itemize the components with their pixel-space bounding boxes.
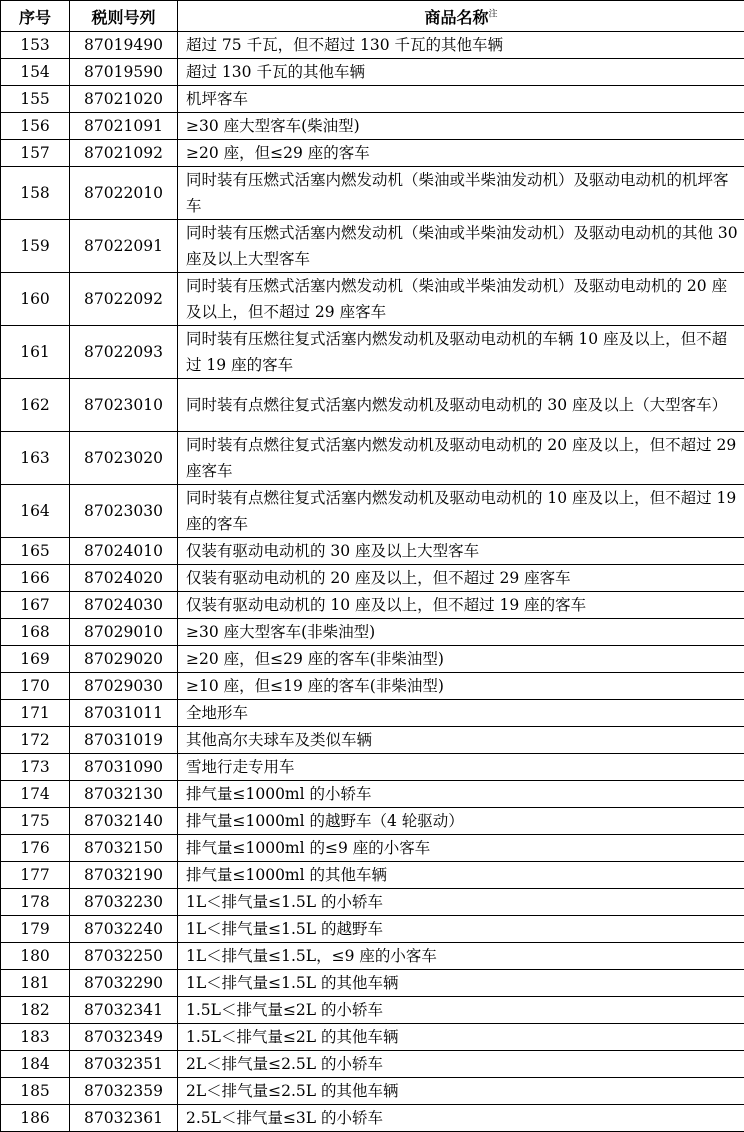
table-row bbox=[1, 485, 744, 538]
table-row bbox=[1, 432, 744, 485]
header-note-mark: 注 bbox=[489, 9, 498, 19]
row-tariff-code: 87019490 bbox=[70, 32, 178, 59]
row-tariff-code: 87022091 bbox=[70, 220, 178, 273]
table-row bbox=[1, 273, 744, 326]
row-seq: 154 bbox=[1, 59, 70, 86]
row-seq: 169 bbox=[1, 646, 70, 673]
row-tariff-code: 87023010 bbox=[70, 379, 178, 432]
row-seq: 161 bbox=[1, 326, 70, 379]
row-seq: 182 bbox=[1, 997, 70, 1024]
row-seq: 171 bbox=[1, 700, 70, 727]
row-product-name: 排气量≤1000ml 的≤9 座的小客车 bbox=[178, 835, 744, 862]
row-seq: 175 bbox=[1, 808, 70, 835]
row-tariff-code: 87032190 bbox=[70, 862, 178, 889]
row-tariff-code: 87032240 bbox=[70, 916, 178, 943]
row-seq: 159 bbox=[1, 220, 70, 273]
table-row bbox=[1, 754, 744, 781]
row-tariff-code: 87029010 bbox=[70, 619, 178, 646]
table-row bbox=[1, 970, 744, 997]
row-product-name: 1.5L＜排气量≤2L 的小轿车 bbox=[178, 997, 744, 1024]
row-tariff-code: 87024010 bbox=[70, 538, 178, 565]
table-row bbox=[1, 673, 744, 700]
table-row bbox=[1, 326, 744, 379]
row-product-name: 其他高尔夫球车及类似车辆 bbox=[178, 727, 744, 754]
row-tariff-code: 87031011 bbox=[70, 700, 178, 727]
table-row bbox=[1, 86, 744, 113]
table-row bbox=[1, 167, 744, 220]
row-tariff-code: 87021091 bbox=[70, 113, 178, 140]
table-row bbox=[1, 1051, 744, 1078]
row-product-name: 同时装有压燃式活塞内燃发动机（柴油或半柴油发动机）及驱动电动机的机坪客车 bbox=[178, 167, 744, 220]
row-product-name: 1.5L＜排气量≤2L 的其他车辆 bbox=[178, 1024, 744, 1051]
table-row bbox=[1, 646, 744, 673]
row-tariff-code: 87032351 bbox=[70, 1051, 178, 1078]
row-product-name: 全地形车 bbox=[178, 700, 744, 727]
table-row bbox=[1, 808, 744, 835]
table-row bbox=[1, 379, 744, 432]
row-seq: 183 bbox=[1, 1024, 70, 1051]
row-product-name: ≥10 座，但≤19 座的客车(非柴油型) bbox=[178, 673, 744, 700]
row-seq: 185 bbox=[1, 1078, 70, 1105]
row-seq: 158 bbox=[1, 167, 70, 220]
row-product-name: 1L＜排气量≤1.5L 的越野车 bbox=[178, 916, 744, 943]
row-product-name: 排气量≤1000ml 的其他车辆 bbox=[178, 862, 744, 889]
table-row bbox=[1, 997, 744, 1024]
row-seq: 173 bbox=[1, 754, 70, 781]
row-product-name: 超过 75 千瓦，但不超过 130 千瓦的其他车辆 bbox=[178, 32, 744, 59]
row-seq: 165 bbox=[1, 538, 70, 565]
row-seq: 153 bbox=[1, 32, 70, 59]
table-row bbox=[1, 32, 744, 59]
table-row bbox=[1, 113, 744, 140]
row-tariff-code: 87032130 bbox=[70, 781, 178, 808]
row-tariff-code: 87021020 bbox=[70, 86, 178, 113]
table-row bbox=[1, 916, 744, 943]
row-product-name: 同时装有压燃往复式活塞内燃发动机及驱动电动机的车辆 10 座及以上，但不超过 19 座的客车 bbox=[178, 326, 744, 379]
row-seq: 172 bbox=[1, 727, 70, 754]
row-product-name: 2.5L＜排气量≤3L 的小轿车 bbox=[178, 1105, 744, 1132]
row-tariff-code: 87032361 bbox=[70, 1105, 178, 1132]
row-product-name: 仅装有驱动电动机的 20 座及以上，但不超过 29 座客车 bbox=[178, 565, 744, 592]
row-seq: 166 bbox=[1, 565, 70, 592]
row-tariff-code: 87032290 bbox=[70, 970, 178, 997]
table-row bbox=[1, 1078, 744, 1105]
row-seq: 180 bbox=[1, 943, 70, 970]
row-tariff-code: 87031019 bbox=[70, 727, 178, 754]
row-seq: 177 bbox=[1, 862, 70, 889]
row-product-name: 排气量≤1000ml 的小轿车 bbox=[178, 781, 744, 808]
row-product-name: 1L＜排气量≤1.5L，≤9 座的小客车 bbox=[178, 943, 744, 970]
header-row bbox=[1, 1, 744, 32]
row-product-name: ≥20 座，但≤29 座的客车(非柴油型) bbox=[178, 646, 744, 673]
table-row bbox=[1, 59, 744, 86]
table-row bbox=[1, 565, 744, 592]
row-seq: 157 bbox=[1, 140, 70, 167]
table-row bbox=[1, 592, 744, 619]
row-seq: 170 bbox=[1, 673, 70, 700]
row-product-name: 2L＜排气量≤2.5L 的其他车辆 bbox=[178, 1078, 744, 1105]
row-product-name: ≥20 座，但≤29 座的客车 bbox=[178, 140, 744, 167]
header-code: 税则号列 bbox=[70, 1, 178, 32]
table-row bbox=[1, 1024, 744, 1051]
row-tariff-code: 87024030 bbox=[70, 592, 178, 619]
row-tariff-code: 87022093 bbox=[70, 326, 178, 379]
table-row bbox=[1, 943, 744, 970]
row-tariff-code: 87022010 bbox=[70, 167, 178, 220]
row-product-name: 超过 130 千瓦的其他车辆 bbox=[178, 59, 744, 86]
table-row bbox=[1, 889, 744, 916]
row-tariff-code: 87023020 bbox=[70, 432, 178, 485]
row-product-name: 同时装有点燃往复式活塞内燃发动机及驱动电动机的 30 座及以上（大型客车） bbox=[178, 379, 744, 432]
row-tariff-code: 87024020 bbox=[70, 565, 178, 592]
row-product-name: 机坪客车 bbox=[178, 86, 744, 113]
row-tariff-code: 87023030 bbox=[70, 485, 178, 538]
table-row bbox=[1, 140, 744, 167]
row-seq: 167 bbox=[1, 592, 70, 619]
row-seq: 155 bbox=[1, 86, 70, 113]
row-tariff-code: 87019590 bbox=[70, 59, 178, 86]
row-product-name: 2L＜排气量≤2.5L 的小轿车 bbox=[178, 1051, 744, 1078]
row-seq: 160 bbox=[1, 273, 70, 326]
row-product-name: ≥30 座大型客车(非柴油型) bbox=[178, 619, 744, 646]
row-product-name: 同时装有压燃式活塞内燃发动机（柴油或半柴油发动机）及驱动电动机的 20 座及以上，但不超过 29 座客车 bbox=[178, 273, 744, 326]
row-seq: 174 bbox=[1, 781, 70, 808]
row-seq: 163 bbox=[1, 432, 70, 485]
table-body bbox=[1, 32, 744, 1132]
table-row bbox=[1, 1105, 744, 1132]
table-row bbox=[1, 619, 744, 646]
table-header bbox=[1, 1, 744, 32]
header-name bbox=[178, 1, 744, 32]
row-seq: 186 bbox=[1, 1105, 70, 1132]
row-tariff-code: 87032150 bbox=[70, 835, 178, 862]
row-tariff-code: 87032140 bbox=[70, 808, 178, 835]
row-product-name: 同时装有点燃往复式活塞内燃发动机及驱动电动机的 20 座及以上，但不超过 29 座客车 bbox=[178, 432, 744, 485]
table-row bbox=[1, 700, 744, 727]
row-product-name: 仅装有驱动电动机的 10 座及以上，但不超过 19 座的客车 bbox=[178, 592, 744, 619]
row-tariff-code: 87032230 bbox=[70, 889, 178, 916]
table-row bbox=[1, 220, 744, 273]
row-seq: 168 bbox=[1, 619, 70, 646]
row-product-name: 1L＜排气量≤1.5L 的小轿车 bbox=[178, 889, 744, 916]
row-tariff-code: 87029020 bbox=[70, 646, 178, 673]
row-product-name: 同时装有压燃式活塞内燃发动机（柴油或半柴油发动机）及驱动电动机的其他 30 座及以上大型客车 bbox=[178, 220, 744, 273]
row-product-name: 同时装有点燃往复式活塞内燃发动机及驱动电动机的 10 座及以上，但不超过 19 座的客车 bbox=[178, 485, 744, 538]
row-tariff-code: 87029030 bbox=[70, 673, 178, 700]
table-row bbox=[1, 835, 744, 862]
row-tariff-code: 87031090 bbox=[70, 754, 178, 781]
row-tariff-code: 87022092 bbox=[70, 273, 178, 326]
table-row bbox=[1, 538, 744, 565]
table-row bbox=[1, 781, 744, 808]
row-product-name: 1L＜排气量≤1.5L 的其他车辆 bbox=[178, 970, 744, 997]
row-seq: 164 bbox=[1, 485, 70, 538]
row-product-name: 雪地行走专用车 bbox=[178, 754, 744, 781]
table-row bbox=[1, 727, 744, 754]
row-seq: 179 bbox=[1, 916, 70, 943]
header-seq: 序号 bbox=[1, 1, 70, 32]
row-tariff-code: 87032341 bbox=[70, 997, 178, 1024]
row-seq: 178 bbox=[1, 889, 70, 916]
header-name-label: 商品名称 bbox=[424, 8, 488, 27]
row-product-name: ≥30 座大型客车(柴油型) bbox=[178, 113, 744, 140]
row-seq: 176 bbox=[1, 835, 70, 862]
table-row bbox=[1, 862, 744, 889]
row-product-name: 排气量≤1000ml 的越野车（4 轮驱动） bbox=[178, 808, 744, 835]
row-seq: 162 bbox=[1, 379, 70, 432]
row-seq: 181 bbox=[1, 970, 70, 997]
row-tariff-code: 87032349 bbox=[70, 1024, 178, 1051]
row-tariff-code: 87021092 bbox=[70, 140, 178, 167]
row-seq: 184 bbox=[1, 1051, 70, 1078]
row-seq: 156 bbox=[1, 113, 70, 140]
row-product-name: 仅装有驱动电动机的 30 座及以上大型客车 bbox=[178, 538, 744, 565]
row-tariff-code: 87032250 bbox=[70, 943, 178, 970]
row-tariff-code: 87032359 bbox=[70, 1078, 178, 1105]
